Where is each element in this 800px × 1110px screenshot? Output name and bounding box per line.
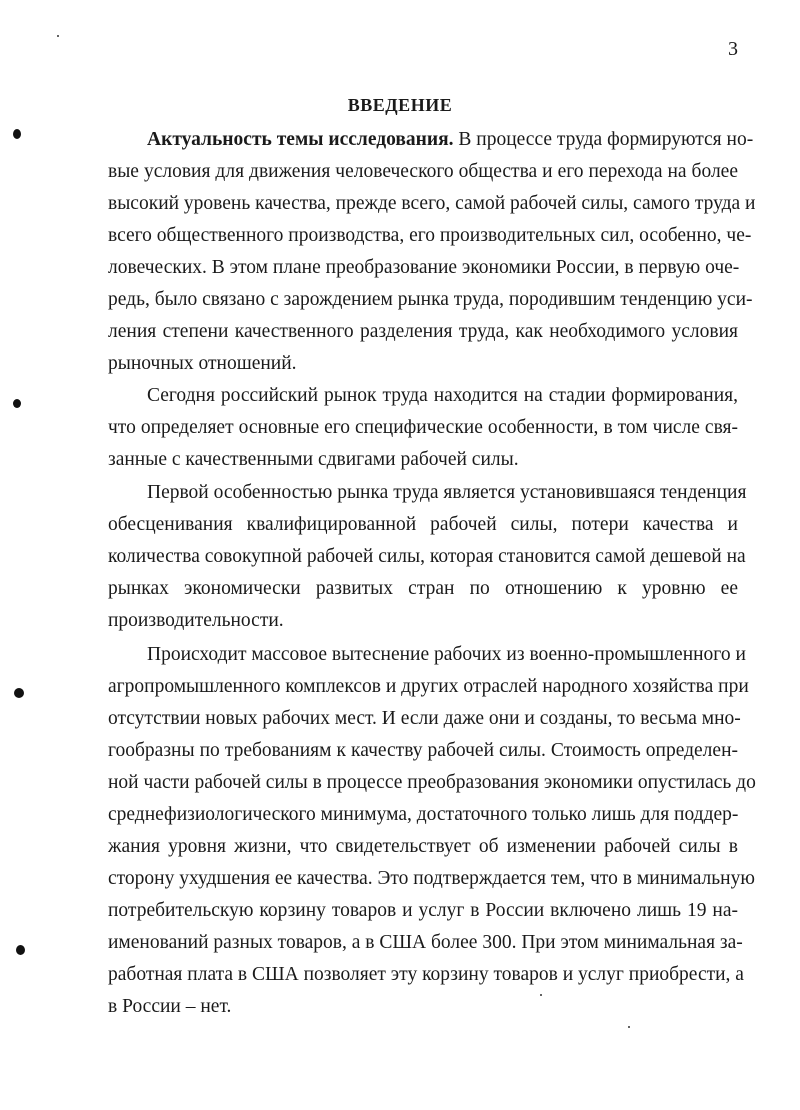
paragraph-line: обесценивания квалифицированной рабочей силы, потери качества и [108,514,738,535]
paragraph-line: отсутствии новых рабочих мест. И если даже они и созданы, то весьма мно- [108,708,741,729]
paragraph-line: что определяет основные его специфические особенности, в том числе свя- [108,417,738,438]
paragraph-line: ной части рабочей силы в процессе преобразования экономики опустилась до [108,772,756,793]
scan-speck [57,35,59,37]
paragraph-line: среднефизиологического минимума, достаточного только лишь для поддер- [108,804,739,825]
paragraph-line: агропромышленного комплексов и других отраслей народного хозяйства при [108,676,749,697]
paragraph-line: Первой особенностью рынка труда является установившаяся тенденция [147,482,747,503]
paragraph-line: Происходит массовое вытеснение рабочих из военно-промышленного и [147,644,746,665]
paragraph-line: высокий уровень качества, прежде всего, самой рабочей силы, самого труда и [108,193,756,214]
paragraph-line: работная плата в США позволяет эту корзину товаров и услуг приобрести, а [108,964,744,985]
paragraph-line: производительности. [108,610,284,631]
lead-line-rest: В процессе труда формируются но- [453,129,754,150]
paragraph-line: в России – нет. [108,996,232,1017]
paragraph-line: рынках экономически развитых стран по отношению к уровню ее [108,578,738,599]
paragraph-line: вые условия для движения человеческого общества и его перехода на более [108,161,738,182]
section-heading: ВВЕДЕНИЕ [347,95,453,115]
paragraph-line: Сегодня российский рынок труда находится на стадии формирования, [147,385,738,406]
paragraph-line: количества совокупной рабочей силы, которая становится самой дешевой на [108,546,746,567]
paragraph-line: потребительскую корзину товаров и услуг в России включено лишь 19 на- [108,900,738,921]
lead-phrase: Актуальность темы исследования. [147,129,454,150]
binding-hole-mark [14,688,24,698]
binding-hole-mark [16,945,25,955]
paragraph-line: ловеческих. В этом плане преобразование экономики России, в первую оче- [108,257,740,278]
paragraph-line: именований разных товаров, а в США более 300. При этом минимальная за- [108,932,743,953]
paragraph-line: жания уровня жизни, что свидетельствует об изменении рабочей силы в [108,836,738,857]
scan-speck [540,994,542,996]
paragraph-line [147,128,754,152]
paragraph-line: редь, было связано с зарождением рынка труда, породившим тенденцию уси- [108,289,753,310]
paragraph-line: рыночных отношений. [108,353,297,374]
binding-hole-mark [13,129,21,139]
paragraph-line: гообразны по требованиям к качеству рабочей силы. Стоимость определен- [108,740,738,761]
scan-speck [628,1026,630,1028]
binding-hole-mark [13,399,21,408]
paragraph-line: занные с качественными сдвигами рабочей силы. [108,449,519,470]
paragraph-line: всего общественного производства, его производительных сил, особенно, че- [108,225,752,246]
page-number: 3 [728,38,738,60]
paragraph-line: ления степени качественного разделения труда, как необходимого условия [108,321,738,342]
paragraph-line: сторону ухудшения ее качества. Это подтверждается тем, что в минимальную [108,868,755,889]
